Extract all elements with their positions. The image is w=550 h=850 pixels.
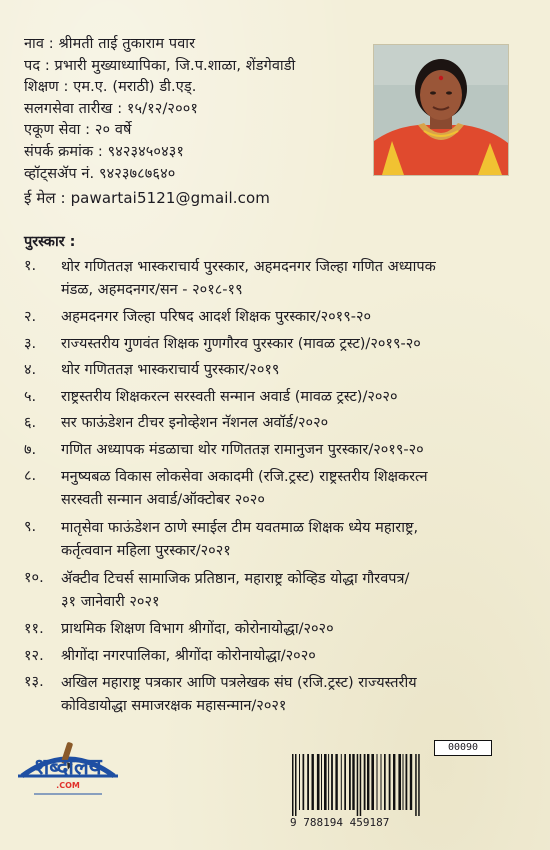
- barcode-bar: [307, 754, 309, 810]
- author-contact: संपर्क क्रमांक : ९४२३४५०४३१: [24, 143, 184, 160]
- author-email: ई मेल : pawartai5121@gmail.com: [24, 189, 270, 208]
- barcode-bar: [312, 754, 314, 810]
- barcode-bar: [360, 754, 362, 816]
- logo-wordmark: शब्दालय: [34, 755, 102, 780]
- award-item: [24, 334, 534, 356]
- award-text: थोर गणिततज्ञ भास्कराचार्य पुरस्कार, अहमदनगर जिल्हा गणित अध्यापक मंडळ, अहमदनगर/सन - २०१८-१९: [61, 259, 436, 298]
- barcode-bar: [371, 754, 374, 810]
- barcode-bar: [331, 754, 333, 810]
- award-number: १०.: [24, 570, 44, 586]
- barcode-bar: [344, 754, 346, 810]
- award-text: मनुष्यबळ विकास लोकसेवा अकादमी (रजि.ट्रस्ट) राष्ट्रस्तरीय शिक्षकरत्न सरस्वती सन्मान अवार्ड/ऑक्टोबर २०२०: [61, 469, 428, 508]
- award-item: [24, 517, 534, 563]
- barcode-digits: 9 788194 459187: [290, 816, 390, 829]
- author-details: [24, 34, 374, 210]
- award-item: [24, 413, 534, 435]
- barcode-bar: [410, 754, 412, 810]
- barcode-bar: [317, 754, 320, 810]
- barcode-bar: [299, 754, 300, 810]
- award-number: २.: [24, 309, 37, 325]
- award-item: [24, 440, 534, 462]
- isbn-barcode: [286, 740, 492, 830]
- barcode-bar: [393, 754, 395, 810]
- author-service-date: सलगसेवा तारीख : १५/१२/२००१: [24, 100, 198, 117]
- award-number: १२.: [24, 647, 44, 664]
- barcode-bar: [321, 754, 322, 810]
- author-portrait-illustration: [374, 45, 508, 175]
- barcode-bar: [384, 754, 386, 810]
- award-number: ६.: [24, 415, 37, 431]
- award-item: [24, 646, 534, 668]
- award-number: ११.: [24, 621, 44, 637]
- award-number: ५.: [24, 388, 37, 405]
- award-number: ३.: [24, 335, 37, 352]
- award-text: थोर गणिततज्ञ भास्कराचार्य पुरस्कार/२०१९: [61, 362, 280, 378]
- barcode-price-code: 00090: [434, 740, 492, 756]
- barcode-bar: [364, 754, 366, 810]
- award-item: [24, 568, 534, 614]
- barcode-bar: [357, 754, 359, 816]
- award-text: राष्ट्रस्तरीय शिक्षकरत्न सरस्वती सन्मान अवार्ड (मावळ ट्रस्ट)/२०२०: [61, 388, 398, 405]
- barcode-bar: [377, 754, 378, 810]
- barcode-bar: [335, 754, 337, 810]
- awards-list: [24, 256, 534, 723]
- author-position: पद : प्रभारी मुख्याध्यापिका, जि.प.शाळा, शेंडगेवाडी: [24, 57, 296, 74]
- barcode-bar: [352, 754, 354, 810]
- barcode-bar: [367, 754, 369, 810]
- barcode-bar: [389, 754, 391, 810]
- barcode-bar: [303, 754, 305, 810]
- award-item: [24, 466, 534, 512]
- award-number: ४.: [24, 362, 37, 378]
- barcode-bar: [381, 754, 382, 810]
- barcode-bar: [415, 754, 417, 816]
- award-number: ८.: [24, 468, 37, 484]
- author-education: शिक्षण : एम.ए. (मराठी) डी.एड्.: [24, 79, 197, 96]
- award-text: प्राथमिक शिक्षण विभाग श्रीगोंदा, कोरोनायोद्धा/२०२०: [61, 621, 334, 637]
- award-text: गणित अध्यापक मंडळाचा थोर गणिततज्ञ रामानुजन पुरस्कार/२०१९-२०: [61, 441, 424, 458]
- barcode-bar: [292, 754, 294, 816]
- barcode-bar: [295, 754, 297, 816]
- award-item: [24, 256, 534, 302]
- award-text: ॲक्टीव टिचर्स सामाजिक प्रतिष्ठान, महाराष्ट्र कोव्हिड योद्धा गौरवपत्र/ ३१ जानेवारी २०२१: [61, 571, 410, 610]
- author-total-service: एकूण सेवा : २० वर्षे: [24, 122, 132, 139]
- award-text: श्रीगोंदा नगरपालिका, श्रीगोंदा कोरोनायोद्धा/२०२०: [61, 647, 316, 664]
- logo-suffix: .COM: [56, 781, 80, 790]
- award-text: मातृसेवा फाऊंडेशन ठाणे स्माईल टीम यवतमाळ शिक्षक ध्येय महाराष्ट्र, कर्तृत्ववान महिला पुरस्कार/२०२१: [61, 520, 419, 559]
- award-number: १३.: [24, 674, 44, 690]
- barcode-bar: [406, 754, 408, 810]
- award-item: [24, 672, 534, 718]
- barcode-bar: [341, 754, 342, 810]
- barcode-bar: [398, 754, 401, 810]
- author-name: नाव : श्रीमती ताई तुकाराम पवार: [24, 36, 196, 52]
- award-number: ७.: [24, 441, 37, 458]
- award-number: १.: [24, 258, 37, 274]
- award-text: अखिल महाराष्ट्र पत्रकार आणि पत्रलेखक संघ (रजि.ट्रस्ट) राज्यस्तरीय कोविडायोद्धा समाजरक्षक महासन्मान/२०२१: [61, 675, 417, 714]
- awards-heading: पुरस्कार :: [24, 234, 76, 250]
- award-number: ९.: [24, 519, 37, 535]
- author-whatsapp: व्हॉट्सॲप नं. ९४२३७८७६४०: [24, 165, 176, 182]
- barcode-bar: [403, 754, 404, 810]
- award-text: सर फाऊंडेशन टीचर इनोव्हेशन नॅशनल अवॉर्ड/२०२०: [61, 415, 329, 431]
- award-item: [24, 619, 534, 641]
- author-photo: [373, 44, 509, 176]
- publisher-logo: [14, 736, 122, 802]
- barcode-bars: [286, 754, 492, 816]
- award-item: [24, 307, 534, 329]
- barcode-bar: [328, 754, 329, 810]
- barcode-bar: [418, 754, 420, 816]
- barcode-bar: [349, 754, 351, 810]
- award-item: [24, 387, 534, 409]
- award-text: राज्यस्तरीय गुणवंत शिक्षक गुणगौरव पुरस्कार (मावळ ट्रस्ट)/२०१९-२०: [61, 335, 421, 352]
- barcode-bar: [324, 754, 327, 810]
- award-item: [24, 360, 534, 382]
- publisher-logo-mark: [14, 736, 122, 802]
- award-text: अहमदनगर जिल्हा परिषद आदर्श शिक्षक पुरस्कार/२०१९-२०: [61, 309, 372, 325]
